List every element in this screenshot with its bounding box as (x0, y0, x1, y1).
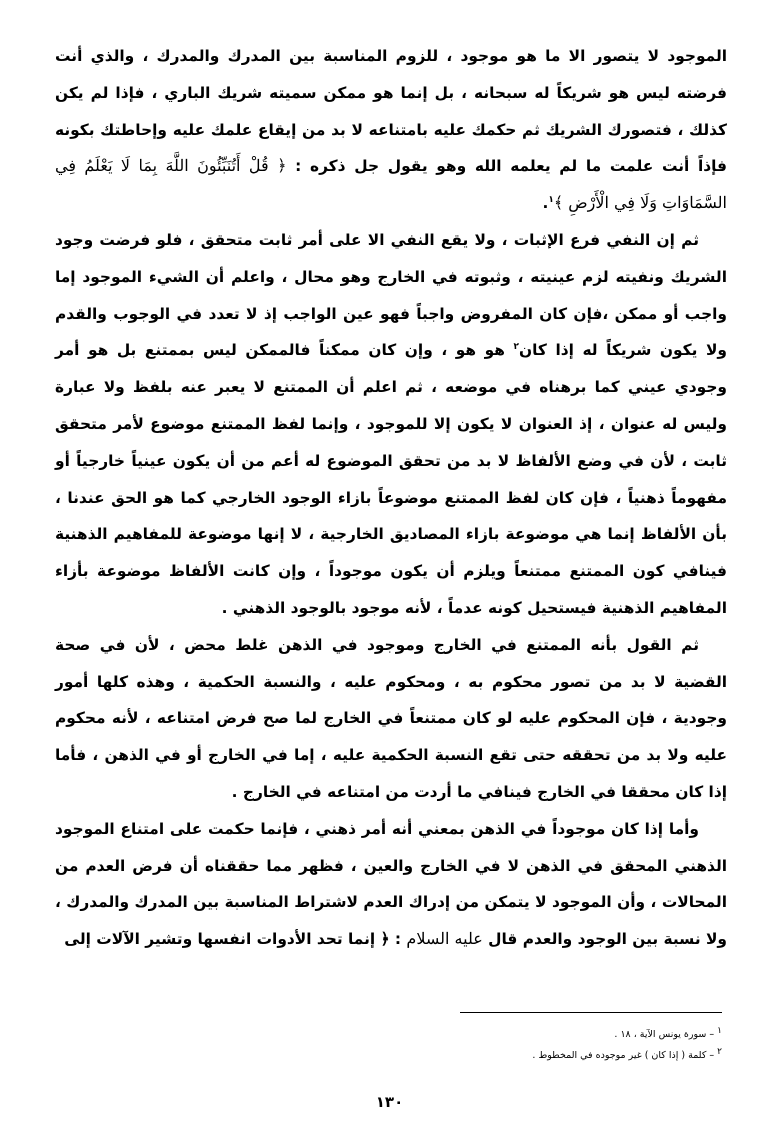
footnote-2 (322, 1045, 722, 1066)
paragraph-3-text: ثم القول بأنه الممتنع في الخارج وموجود في الذهن غلط محض ، لأن في صحة القضية لا بد من تصور محكوم به ، ومحكوم عليه ، والنسبة الحكمية ، وهذه كلها أمور وجودية ، فإن المحكوم عليه لو كان ممتنعاً في الخارج لما صح فرض امتناعه ، لأنه محكوم عليه ولا بد من تحققه حتى تقع النسبة الحكمية عليه ، إما في الخارج أو في الذهن ، فأما إذا كان محققا في الخارج فينافي ما أردت من امتناعه في الخارج . (55, 635, 727, 801)
page-number: ١٣٠ (375, 1093, 404, 1111)
quote-open: : ﴿ (380, 930, 402, 949)
paragraph-3 (55, 627, 727, 811)
footnote-2-text: – كلمة ( إذا كان ) غير موجوده في المخطوط . (532, 1050, 715, 1061)
footnote-1-number: ١ (717, 1025, 722, 1036)
footnote-1 (322, 1024, 722, 1045)
quran-verse: ﴿ قُلْ أَتُنَبِّئُونَ اللَّهَ بِمَا لَا يَعْلَمُ فِي السَّمَاوَاتِ وَلَا فِي الْأَرْضِ ﴾ (55, 156, 727, 213)
footnote-divider (460, 1012, 722, 1013)
paragraph-4 (55, 811, 727, 958)
body-text (55, 38, 727, 958)
footnotes (322, 1024, 722, 1066)
hadith-quote: إنما تحد الأدوات انفسها وتشير الآلات إلى (64, 930, 376, 949)
footnote-2-number: ٢ (717, 1046, 722, 1057)
paragraph-1-tail: . (542, 194, 549, 213)
paragraph-1 (55, 38, 727, 222)
paragraph-2 (55, 222, 727, 627)
paragraph-2-part2: هو هو ، وإن كان ممكناً فالممكن ليس بممتنع بل هو أمر وجودي عيني كما برهناه في موضعه ، ثم اعلم أن الممتنع لا يعبر عنه بلفظ ولا عبارة وليس له عنوان ، إذ العنوان لا يكون إلا للموجود ، وإنما لفظ الممتنع موضوع لأمر متحقق ثابت ، لأن في وضع الألفاظ لا بد من تحقق الموضوع له أعم من أن يكون عينياً خارجياً أو مفهوماً ذهنياً ، فإن كان لفظ الممتنع موضوعاً بازاء الوجود الخارجي كما هو الحق عندنا ، بأن الألفاظ إنما هي موضوعة بازاء المصاديق الخارجية ، لا إنها موضوعة للمفاهيم الذهنية فينافي كون الممتنع ممتنعاً ويلزم أن يكون موجوداً ، وإن كانت الألفاظ موضوعة بأزاء المفاهيم الذهنية فيستحيل كونه عدماً ، لأنه موجود بالوجود الذهني . (55, 341, 727, 617)
paragraph-4-text: وأما إذا كان موجوداً في الذهن بمعني أنه أمر ذهني ، فإنما حكمت على امتناع الموجود الذهني المحقق في الذهن لا في الخارج والعين ، فظهر مما حققناه أن فرض العدم من المحالات ، وأن الموجود لا يتمكن من إدراك العدم لاشتراط المناسبة بين المدرك والمدرك ، ولا نسبة بين الوجود والعدم قال (55, 819, 727, 949)
honorific-glyph: عليه السلام (406, 929, 483, 949)
paragraph-1-text: الموجود لا يتصور الا ما هو موجود ، للزوم المناسبة بين المدرك والمدرك ، والذي أنت فرضته ليس هو شريكاً له سبحانه ، بل إنما هو ممكن سميته شريك الباري ، فإذا لم يكن كذلك ، فتصورك الشريك ثم حكمك عليه بامتناعه لا بد من إيقاع علمك عليه وإحاطتك بكونه فإذاً أنت علمت ما لم يعلمه الله وهو يقول جل ذكره : (55, 47, 728, 176)
footnote-1-text: – سورة يونس الآية ، ١٨ . (614, 1029, 715, 1040)
footnote-ref-1: ١ (548, 195, 554, 206)
footnote-ref-2: ٢ (513, 342, 520, 353)
paragraph-2-part1: ثم إن النفي فرع الإثبات ، ولا يقع النفي الا على أمر ثابت متحقق ، فلو فرضت وجود الشريك ونفيته لزم عينيته ، وثبوته في الخارج وهو محال ، واعلم أن الشيء الموجود إما واجب أو ممكن ،فإن كان المفروض واجباً فهو عين الواجب إذ لا تعدد في الوجوب والقدم ولا يكون شريكاً له إذا كان (55, 230, 727, 360)
